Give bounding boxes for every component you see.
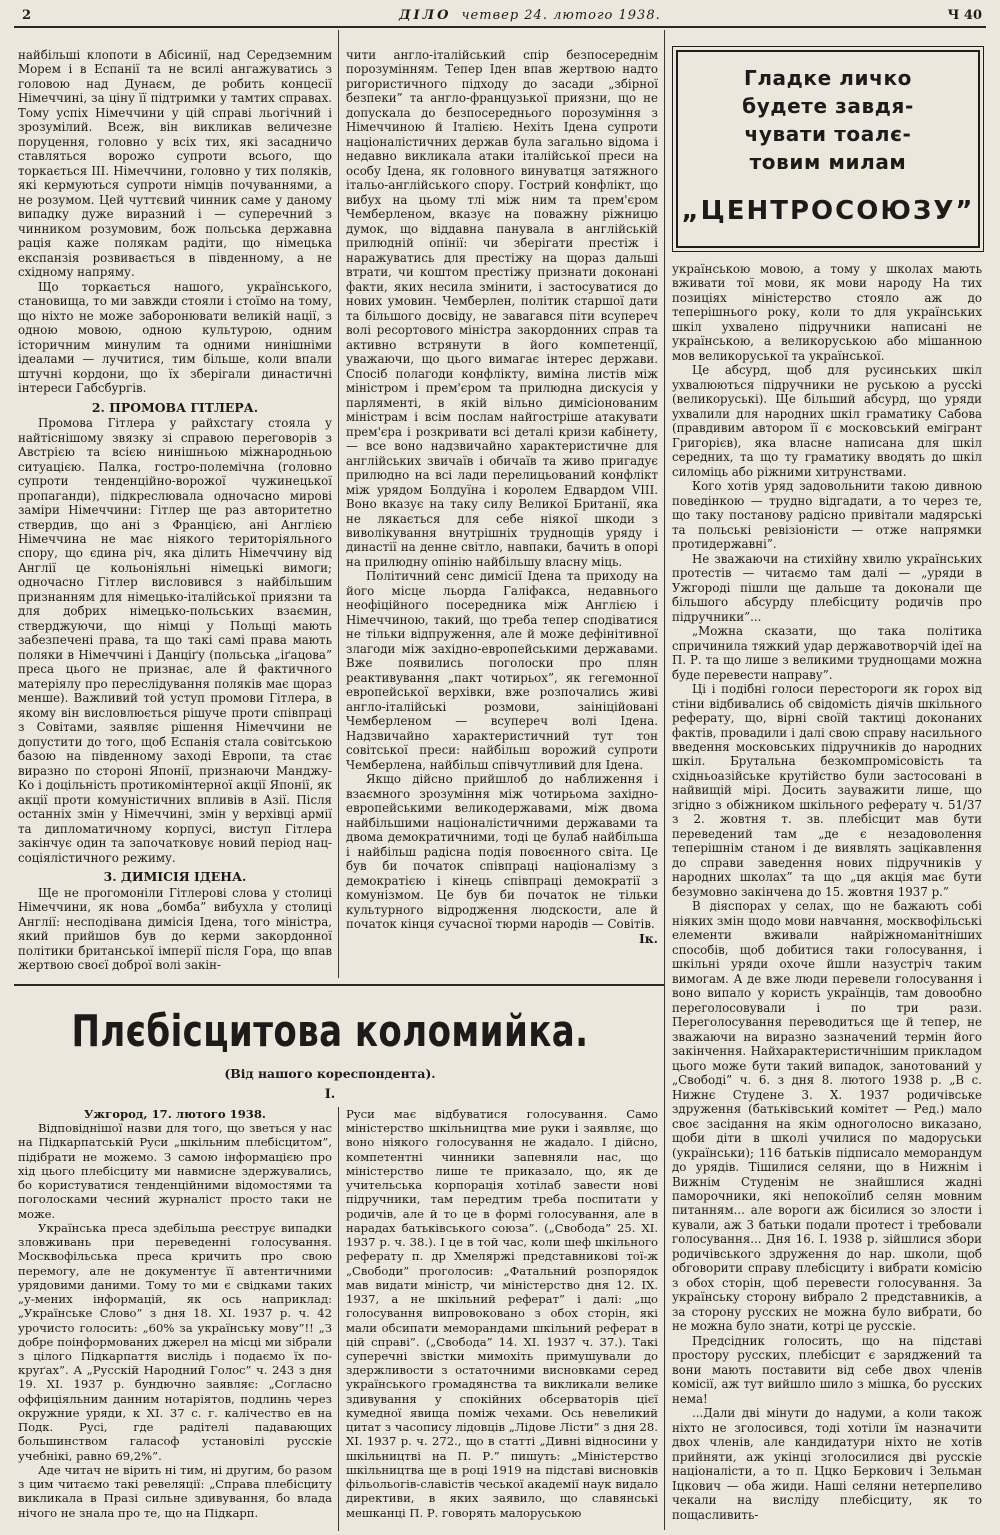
issue-number: Ч 40 — [947, 8, 982, 23]
paragraph: Що торкається нашого, українського, становища, то ми завжди стояли і стоїмо на тому, що ніхто не може заборонювати великій нації, з одною мовою, одною культурою, одним історичним минулим та одними нинішніми ідеалами — лучитися, тим більше, коли впали штучні кордони, що їх зберігали династичні інтереси Габсбургів. — [18, 279, 332, 396]
article-dateline: Ужгород, 17. лютого 1938. — [84, 1107, 266, 1121]
article-column-1 — [18, 1107, 332, 1520]
column-divider — [664, 30, 665, 1530]
paragraph: найбільші клопоти в Абісинії, над Середземним Морем і в Еспанії та не всилі ангажуватись з головою над Дунаєм, де робить концесії Німеччині, за ціну її підтримки у тамтих справах. Тому успіх Німеччини у цій справі льогічний і зрозумілий. Всеж, він викликав величезне поруцення, головно у всіх тих, які засадничо ставляться ворожо супроти всього, що торкається ІІІ. Німеччини, головно у тих поляків, які кермуються супроти німців почуваннями, а не розумом. Цей чуттєвий чинник саме у даному випадку дуже виразний і — суперечний з чинником розумовим, бож польська державна рація каже полякам радіти, що німецька експанзія розвивається в південному, а не східному напряму. — [18, 48, 332, 280]
paragraph: Українська преса здебільша реєструє випадки зловживань при переведенні голосування. Москвофільська преса кричить про свою перемогу, але не документує її автентичними урядовими даними. Тому то ми є свідками таких „у-мених інформацій, як ось наприклад: „Українське Слово” з дня 18. ХІ. 1937 р. ч. 42 урочисто голосить: „60% за українську мову”!! „З добре поінформованих джерел на місці ми зібрали з цілого Підкарпаття вислідь і подаємо їх по-круґах”. А „Русскій Народний Голос” ч. 243 з дня 19. ХІ. 1937 р. бундючно заявляє: „Согласно оффиціяльним данним нотаріятов, подлинь через окружние уряди, к ХІ. 37 с. г. калічество ев на Подк. Русі, где радітелі падавающих большинством галасоф установілі русскіе учебнікі, равно 69,2%”. — [18, 1220, 332, 1463]
masthead — [14, 4, 986, 28]
ad-text-line: Гладке личко — [743, 66, 913, 90]
ad-text-line: товим милам — [749, 150, 907, 174]
section-heading: 3. ДИМІСІЯ ІДЕНА. — [103, 869, 247, 885]
column-3 — [672, 262, 982, 1522]
paragraph: „Можна сказати, що така політика спричинила тяжкий удар державотворчій ідеї на П. Р. та що лише з великими труднощами можна буде перевести направу”. — [672, 624, 982, 682]
advertisement-box — [676, 50, 980, 248]
column-divider — [338, 30, 339, 978]
column-2 — [346, 48, 658, 946]
author-signature: Ік. — [638, 930, 658, 946]
column-1 — [18, 48, 332, 973]
article-headline: Плєбісцитова коломийка. — [71, 1006, 589, 1057]
paragraph: Предсідник голосить, що на підставі простору русских, плебісцит є заряджений та вони мають поставити від себе двох членів комісії, аж тут вийшло шило з мішка, бо русских нема! — [672, 1333, 982, 1406]
paragraph: ...Дали дві мінути до надуми, а коли також ніхто не зголосився, тоді хотіли їм назначити двох членів, але кандидатури ніхто не хотів прийняти, аж укінці зголосилися дві русскіе націоналісти, а то п. Ццко Беркович і Зельман Іцкович — оба жиди. Наші селяни нетерпеливо чекали на висліду плебісциту, як то пощасливить- — [672, 1406, 982, 1522]
ad-text-line: будете завдя- — [742, 94, 914, 118]
paragraph: Це абсурд, щоб для русинських шкіл ухвалюються підручники не руською а руссkі (великоруські). Ще більший абсурд, що уряди ухвалили для народних шкіл граматику Сабова (правдивим автором її є московський емігрант Григорієв), яка власне написана для шкіл середних, та що ту граматику вводять до шкіл силоміць або ріжними хитрунствами. — [672, 363, 982, 479]
ad-text-line: чувати тоалє- — [744, 122, 912, 146]
paragraph: В діяспорах у селах, що не бажають собі ніяких змін щодо мови навчання, москвофільські елементи вживали найріжноманітніших способів, щоб добитися таки голосування, і шкільні уряди охоче йшли назустріч таким вимогам. А де вже люди перевели голосування і воно випало у користь українців, там довообно переголосовували і по три рази. Переголосування переводиться ще й тепер, не зважаючи на виразно зазначений термін його закінчення. Найхарактеристичнішим прикладом цього може бути такий випадок, занотований у „Свободі” ч. 6. з дня 8. лютого 1938 р. „В с. Нижнє Студене 3. Х. 1937 родичівське здруження (батьківський комітет — Ред.) мало своє засідання на якім одноголосно виказано, щоби діти в школі училися по мадоруськи (українськи); 116 батьків підписало меморандум до урядів. Тішилися селяни, що в Нижнім і Вижнім Студенім не знайшлися жадні паморочники, які непокоїлиб селян мовним питанням... але вороги аж бісилися зо злости і кували, аж 3 батьки подали протест і требовали голосування... Дня 16. І. 1938 р. зійшлися збори родичівського здруження до нар. школи, щоб обговорити справу плебісциту і вибрати комісію з обох сторін, щоб перевести голосування. За українську сторону вибрало 2 представників, а за сторону русских не можна було вибрати, бо не можна було знати, котрі це русскіе. — [672, 899, 982, 1334]
paragraph: Промова Гітлера у райхстагу стояла у найтіснішому звязку зі справою переговорів з Австрією та всією нинішньою міжнародньою ситуацією. Палка, гостро-полемічна (головно супроти тенденційно-ворожої чужинецької пропаганди), підкреслювала одночасно мирові заміри Німеччини: Гітлер ще раз авторитетно ствердив, що ані з Францією, ані Англією Німеччина не має ніякого територіяльного спору, що єдина річ, яка ділить Німеччину від Англії це кольоніяльні німецькі вимоги; одночасно Гітлер висловився з найбільшим признанням для німецько-італійської приязни та для добрих німецько-польських взаємин, стверджуючи, що німці у Польщі мають забезпечені права, та що такі самі права мають поляки в Німеччині і Данціґу (польська „іґацова” преса цього не признає, але й фактичного матеріялу про переслідування поляків має щораз менше). Важливий той уступ промови Гітлера, в якому він висловлюється рішуче проти співпраці з Совітами, заявляє рішення Німеччини не допустити до того, щоб Еспанія стала совітською базою на південному заході Европи, та стає виразно по стороні Японії, признаючи Манджу-Ко і доцільність протикомінтерної акції Японії, як акції проти комуністичних впливів в Азії. Після останніх змін у Німеччині, змін у верхівці армії та дипломатичному корпусі, виступ Гітлера закінчує один та започатковує новий період нац-соціялістичного режиму. — [18, 416, 332, 865]
paragraph: Політичний сенс димісії Ідена та приходу на його місце льорда Галіфакса, недавнього неофіційного посередника між Англією і Німеччиною, такий, що треба тепер сподіватися не тільки відпруження, але й може дефінітивної злагоди між західно-европейськими державами. Вже появились поголоски про плян реактивування „пакт чотирьох”, як гегемонної европейської верхівки, вже розпочались живі англо-італійські розмови, заініційовані Чемберленом — всупереч волі Ідена. Надзвичайно характеристичний тут тон совітської преси: найбільш ворожий супроти Чемберлена, найбільш співчутливий для Ідена. — [346, 569, 658, 772]
article-byline: (Від нашого кореспондента). — [224, 1066, 436, 1081]
paragraph: чити англо-італійський спір безпосереднім порозумінням. Тепер Іден впав жертвою надто ригористичного підходу до засади „збірної безпеки” та англо-французької приязни, що не допускала до безпосереднього порозуміння з Німеччиною й Італією. Нехіть Ідена супроти націоналістичних держав була загально відома і недавно викликала атаки італійської преси на особу Ідена, як головного винуватця затяжного італьо-англійського спору. Гострий конфлікт, що вибух на цьому тлі між ним та прем'єром Чемберленом, вказує на поважну ріжницю думок, що віддавна панувала в англійській прилюдній опінії: чи зберігати престіж і наражуватись для престіжу на щораз дальші втрати, чи коштом престіжу признати доконані факти, яких несила змінити, і застосуватися до нових умовин. Чемберлен, політик старшої дати та більшого досвіду, не завагався піти всупереч волі ресортового міністра закордонних справ та активно встрянути в його компетенції, уважаючи, що цього вимагає інтерес держави. Спосіб полагоди конфлікту, виміна листів між міністром і прем'єром та прилюдна дискусія у парляменті, в якій вільно димісіонованим міністрам і всім послам найгостріше атакувати прем'єра і розкривати всі деталі кризи кабінету, — все воно надзвичайно характеристичне для англійських звичаїв і обичаїв та живо пригадує прилюдно на всі лади перелицьований конфлікт між урядом Болдуїна і королем Едвардом VIII. Воно вказує на таку силу Великої Британії, яка не лякається для себе ніякої шкоди з виволікування внутрішніх труднощів уряду і династії на денне світло, навпаки, бачить в опорі на прилюдну опінію найбільшу власну міць. — [346, 48, 658, 569]
paragraph: Ці і подібні голоси перестороги як горох від стіни відбивались об свідомість діячів шкільного реферату, що, вірні своїй тактиці доконаних фактів, провадили і далі свою справу насильного введення московських підручників до народних шкіл. Брутальна безкомпромісовість та східньоазійське крутійство були застосовані в найвищій мірі. Досить зауважити лише, що згідно з обіжником шкільного реферату ч. 51/37 з 2. жовтня т. зв. плебісцит мав бути переведений там „де є незадоволення теперішнім станом і де виявлять зацікавлення до справи заведення нових підручників у народних школах” та що „ця акція має бути безумовно закінчена до 15. жовтня 1937 р.” — [672, 682, 982, 899]
ad-brand-name: „ЦЕНТРОСОЮЗУ” — [681, 196, 975, 226]
article-column-2 — [346, 1107, 658, 1520]
paragraph: Руси має відбуватися голосування. Само міністерство шкільництва мие руки і заявляє, що воно ніякого голосування не жадало. І дійсно, компетентні чинники запевняли нас, що міністерство лише те приказало, що, як де учительська корпорація хотілаб завести нові підручники, там передтим треба поспитати у родичів, але й то це в формі голосування, але в нарадах батьківського союза”. („Свобода” 25. ХІ. 1937 р. ч. 38.). І це в той час, коли шеф шкільного реферату п. др Хмеляржі представникові тої-ж „Свободи” проголосив: „Фатальний розпорядок мав видати міністр, чи міністерство дня 12. ІХ. 1937, а не шкільний реферат” і далі: „що голосування випровоковано з обох сторін, які мали обсипати меморандами шкільний реферат в цій справі”. („Свобода” 14. ХІ. 1937 ч. 37.). Такі суперечні звістки мимохіть примушували до здержливости з остаточними висновками серед українського громадянства та викликали велике здивування у спокійних обсерваторів цієї кумедної явища поміж чехами. Ось невеликий цитат з часопису лідовців „Лідове Лісти” з дня 28. ХІ. 1937 р. ч. 272., що в статті „Дивні відносини у шкільництві на П. Р.” пишуть: „Міністерство шкільництва ще в році 1919 на підставі висновків фільольогів-славістів чеської академії наук видало директиви, в яких заявило, що славянські мешканці П. Р. говорять малоруською — [346, 1107, 658, 1520]
column-divider — [338, 1107, 339, 1531]
article-part-number: І. — [324, 1087, 336, 1102]
paragraph: Кого хотів уряд задовольнити такою дивною поведінкою — трудно відгадати, а то через те, що таку постанову радісно привітали мадярські та польські ревізіоністи — отже напрямки протидержавні”. — [672, 479, 982, 552]
paragraph: Ще не прогомоніли Гітлерові слова у столиці Німеччини, як нова „бомба” вибухла у столиці Англії: несподівана димісія Ідена, того міністра, який прийшов був до керми закордонної політики британської імперії після Гора, що впав жертвою своєї доброї волі закін- — [18, 885, 332, 973]
paragraph: Не зважаючи на стихійну хвилю українських протестів — читаємо там далі — „уряди в Ужгороді пішли ще дальше та доконали ще більшого абсурду плебісциту родичів про підручники”... — [672, 551, 982, 624]
section-heading: 2. ПРОМОВА ГІТЛЕРА. — [91, 399, 259, 415]
paragraph: українською мовою, а тому у школах мають вживати тої мови, як мови народу На тих позиціях міністерство стояло аж до теперішнього року, коли то для українських шкіл ухвалено підручники написані не українською, а великоруською або мішанною мов великоруської та української. — [672, 262, 982, 363]
page-number: 2 — [22, 8, 32, 23]
paragraph: Аде читач не вірить ні тим, ні другим, бо разом з цим читаємо такі ревеляції: „Справа плебісциту викликала в Празі сильне здивування, бо влада нічого не знала про те, що на Підкарп. — [18, 1462, 332, 1520]
issue-date: четвер 24. лютого 1938. — [461, 8, 661, 23]
paragraph: Відповіднішої назви для того, що зветься у нас на Підкарпатській Руси „шкільним плебісцитом”, підібрати не можемо. З самою інформацією про хід цього плебісциту ми навмисне здержувались, бо користуватися тенденційними відомостями та поголосками чесний журналіст просто таки не може. — [18, 1121, 332, 1221]
section-divider — [14, 984, 664, 986]
paragraph: Якщо дійсно прийшлоб до наближення і взаємного зрозуміння між чотирьома західно-европейськими великодержавами, між двома найбільшими націоналістичними державами та двома демократичними, тоді це булаб найбільша і найбільш радісна подія повоєнного світа. Це був би початок співпраці націоналізму з демократією і кінець співпраці демократії з комунізмом. Це був би початок не тільки культурного відродження людскости, але й початок кінця сучасної тюрми народів — Совітів. — [346, 772, 658, 932]
masthead-title-line — [399, 6, 661, 26]
newspaper-title: ДІЛО — [399, 8, 452, 23]
